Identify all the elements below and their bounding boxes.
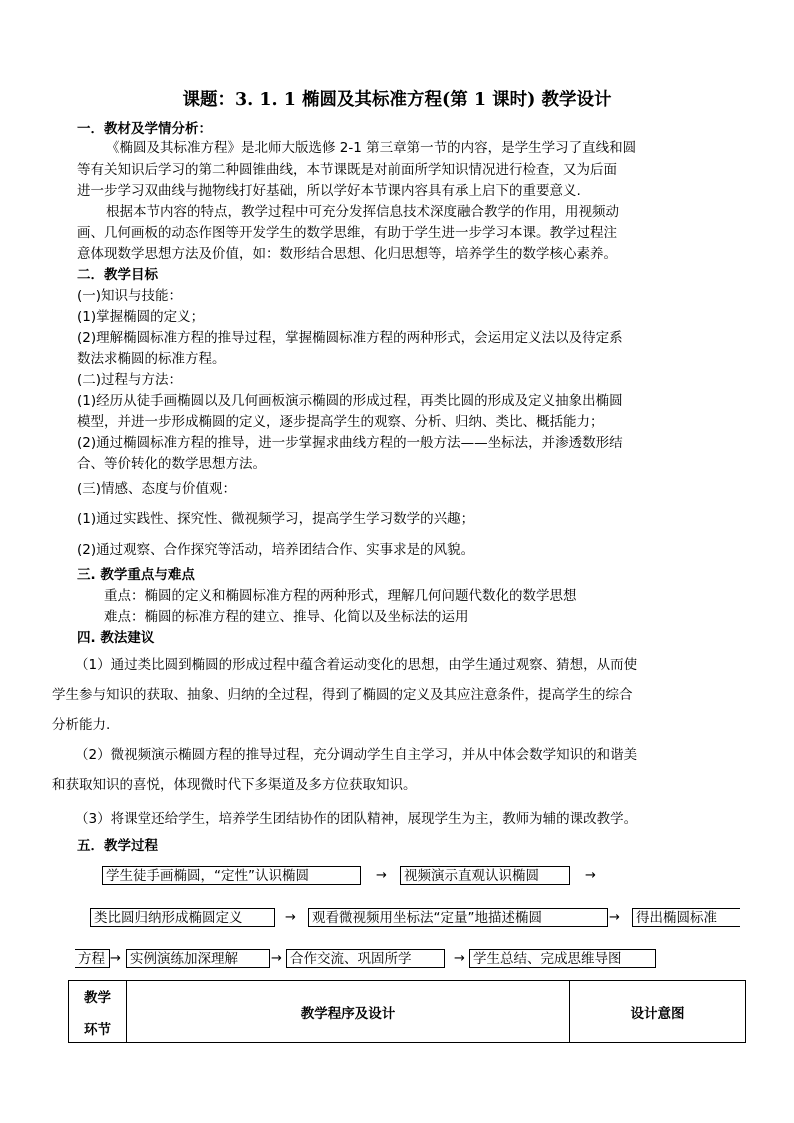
paragraph-line: 《椭圆及其标准方程》是北师大版选修 2-1 第三章第一节的内容，是学生学习了直线和圆	[106, 140, 637, 156]
key-point: 重点：椭圆的定义和椭圆标准方程的两种形式，理解几何问题代数化的数学思想	[104, 588, 577, 604]
arrow-icon: →	[376, 868, 387, 883]
arrow-icon: →	[110, 951, 121, 966]
paragraph-line: 进一步学习双曲线与抛物线打好基础，所以学好本节课内容具有承上启下的重要意义.	[77, 183, 581, 199]
list-item: (1)通过实践性、探究性、微视频学习，提高学生学习数学的兴趣；	[77, 511, 475, 527]
paragraph-line: 学生参与知识的获取、抽象、归纳的全过程，得到了椭圆的定义及其应注意条件，提高学生的综合	[52, 687, 633, 703]
table-header-procedure: 教学程序及设计	[127, 981, 570, 1043]
paragraph-line: （3）将课堂还给学生，培养学生团结协作的团队精神，展现学生为主，教师为辅的课改教学。	[75, 811, 638, 827]
arrow-icon: →	[285, 910, 296, 925]
teaching-process-table	[68, 980, 746, 1043]
page-title: 课题：3. 1. 1 椭圆及其标准方程(第 1 课时) 教学设计	[182, 90, 612, 110]
flow-step-5: 得出椭圆标准	[632, 908, 740, 927]
flow-step-4: 观看微视频用坐标法“定量”地描述椭圆	[308, 908, 608, 927]
section-heading-keypoints: 三. 教学重点与难点	[77, 567, 195, 583]
section-heading-process: 五．教学过程	[77, 838, 158, 854]
list-item: 数法求椭圆的标准方程。	[77, 351, 226, 367]
list-item: (2)理解椭圆标准方程的推导过程，掌握椭圆标准方程的两种形式，会运用定义法以及待定系	[77, 330, 623, 346]
table-header-stage-line2: 环节	[84, 1021, 111, 1038]
paragraph-line: （1）通过类比圆到椭圆的形成过程中蕴含着运动变化的思想，由学生通过观察、猜想，从而使	[75, 657, 638, 673]
subheading-knowledge: (一)知识与技能：	[77, 288, 183, 304]
paragraph-line: 等有关知识后学习的第二种圆锥曲线，本节课既是对前面所学知识情况进行检查，又为后面	[77, 162, 617, 178]
list-item: 模型，并进一步形成椭圆的定义，逐步提高学生的观察、分析、归纳、类比、概括能力；	[77, 414, 604, 430]
table-header-stage-line1: 教学	[84, 989, 111, 1006]
difficult-point: 难点：椭圆的标准方程的建立、推导、化简以及坐标法的运用	[104, 609, 469, 625]
paragraph-line: 意体现数学思想方法及价值，如：数形结合思想、化归思想等，培养学生的数学核心素养。	[77, 246, 617, 262]
subheading-process: (二)过程与方法：	[77, 372, 183, 388]
section-heading-analysis: 一．教材及学情分析：	[77, 121, 212, 137]
flow-step-3: 类比圆归纳形成椭圆定义	[90, 908, 275, 927]
subheading-attitude: (三)情感、态度与价值观：	[77, 481, 237, 497]
paragraph-line: 画、几何画板的动态作图等开发学生的数学思维，有助于学生进一步学习本课。教学过程注	[77, 225, 617, 241]
list-item: (2)通过观察、合作探究等活动，培养团结合作、实事求是的风貌。	[77, 542, 475, 558]
flow-step-7: 合作交流、巩固所学	[286, 949, 445, 968]
arrow-icon: →	[271, 951, 282, 966]
table-header-stage	[69, 981, 127, 1043]
table-header-intent: 设计意图	[570, 981, 746, 1043]
paragraph-line: 和获取知识的喜悦，体现微时代下多渠道及多方位获取知识。	[52, 777, 417, 793]
list-item: (2)通过椭圆标准方程的推导，进一步掌握求曲线方程的一般方法——坐标法，并渗透数形结	[77, 435, 623, 451]
flow-step-6: 实例演练加深理解	[126, 949, 270, 968]
flow-step-8: 学生总结、完成思维导图	[469, 949, 656, 968]
list-item: (1)掌握椭圆的定义；	[77, 309, 205, 325]
flow-step-5-continued: 方程	[75, 949, 110, 968]
paragraph-line: 根据本节内容的特点，教学过程中可充分发挥信息技术深度融合教学的作用，用视频动	[106, 204, 619, 220]
section-heading-goals: 二．教学目标	[77, 267, 158, 283]
list-item: 合、等价转化的数学思想方法。	[77, 456, 266, 472]
paragraph-line: （2）微视频演示椭圆方程的推导过程，充分调动学生自主学习，并从中体会数学知识的和谐美	[75, 747, 638, 763]
arrow-icon: →	[454, 951, 465, 966]
arrow-icon: →	[585, 868, 596, 883]
section-heading-methods: 四. 教法建议	[77, 630, 155, 646]
list-item: (1)经历从徒手画椭圆以及几何画板演示椭圆的形成过程，再类比圆的形成及定义抽象出椭圆	[77, 393, 623, 409]
flow-step-1: 学生徒手画椭圆，“定性”认识椭圆	[102, 866, 361, 885]
arrow-icon: →	[609, 910, 620, 925]
flow-step-2: 视频演示直观认识椭圆	[400, 866, 570, 885]
paragraph-line: 分析能力.	[52, 717, 111, 733]
